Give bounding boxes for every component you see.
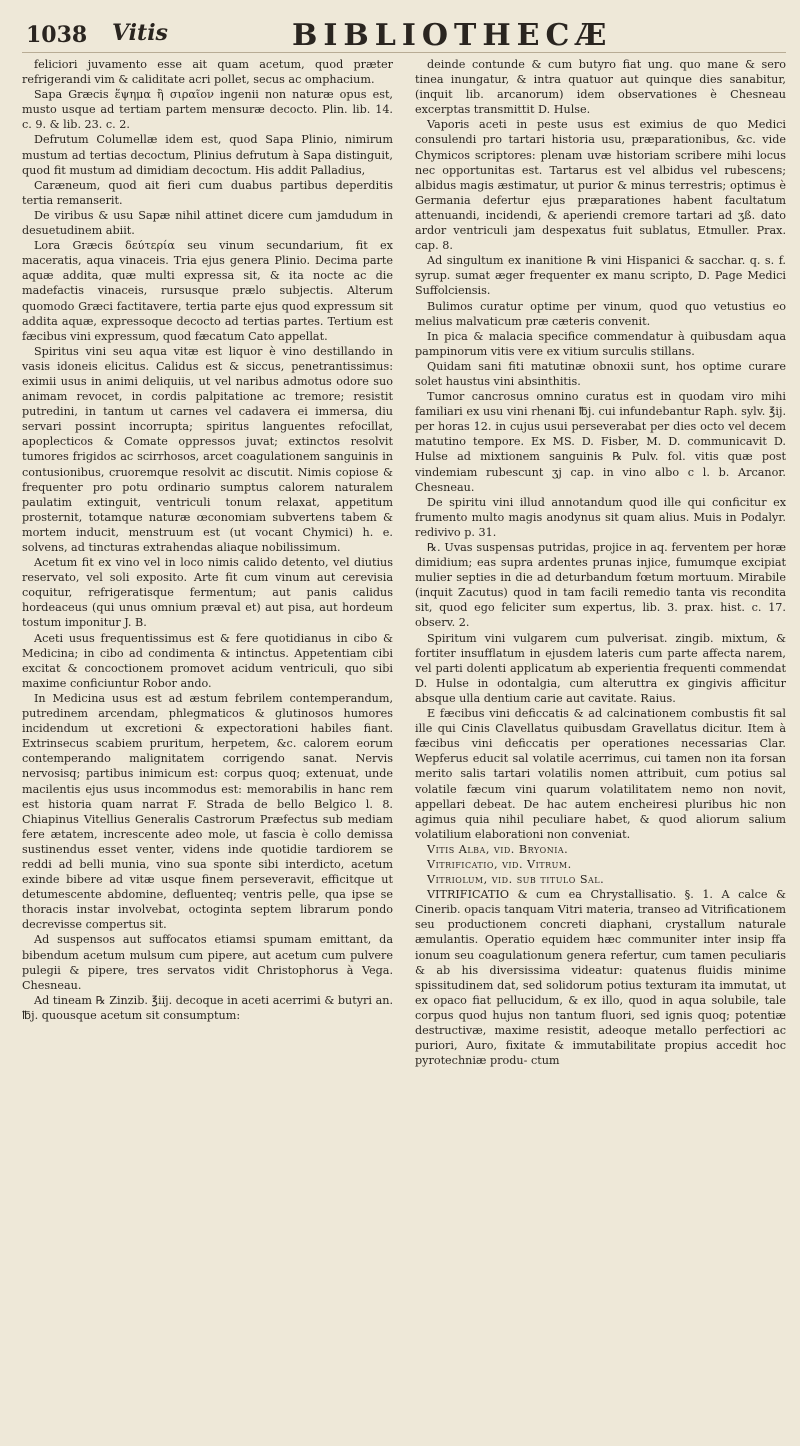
paragraph: VITRIFICATIO & cum ea Chrystallisatio. §. 1. A calce & Cinerib. opacis tanquam Vitri materia, transeo ad Vitrificationem seu productionem concreti diaphani, crystallum naturale æmulantis. Operatio equidem hæc communiter inter insip ffa ionum seu coagulationum genera refertur, cum tamen peculiaris & ab his diversissima videatur: quatenus fluidis minime spissitudinem dat, sed solidorum potius texturam ita immutat, ut ex opaco fiat pellucidum, & ex illo, quod in aqua solubile, tale corpus quod hujus non tantum fluori, sed ignis quoq; potentiæ destructivæ, maxime resistit, adeoque metallo perfectiori ac puriori, Auro, fixitate & immutabilitate propius accedit hoc pyrotechniæ produ- ctum	[415, 888, 786, 1068]
paragraph: Acetum fit ex vino vel in loco nimis calido detento, vel diutius reservato, vel soli exposito. Arte fit cum vinum aut cerevisia coquitur, refrigeratisque fermentum; aut panis calidus hordeaceus (qui unus omnium præval et) aut pisa, aut hordeum tostum imponitur J. B.	[22, 556, 393, 630]
paragraph: Spiritus vini seu aqua vitæ est liquor è vino destillando in vasis idoneis elicitus. Calidus est & siccus, penetrantissimus: eximii usus in animi deliquiis, ut vel naribus admotus odore suo animam revocet, in cordis palpitatione ac tremore; resistit putredini, in tantum ut carnes vel cadavera ei immersa, diu servari possint incorrupta; spiritus languentes refocillat, apoplecticos & Comate oppressos juvat; extinctos resolvit tumores frigidos ac scirrhosos, arcet coagulationem sanguinis in contusionibus, cruoremque resolvit ac discutit. Nimis copiose & frequenter pro potu ordinario sumptus calorem naturalem paulatim extinguit, ventriculi tonum relaxat, appetitum prosternit, totamque naturæ œconomiam subvertens tabem & mortem inducit, menstruum est (ut vocant Chymici) h. e. solvens, ad tincturas extrahendas aliaque nobilissimum.	[22, 344, 393, 554]
page-header	[22, 12, 786, 53]
paragraph: Aceti usus frequentissimus est & fere quotidianus in cibo & Medicina; in cibo ad condimenta & intinctus. Appetentiam cibi excitat & concoctionem promovet acidum ventriculi, quo sibi maxime conficiuntur Robor ando.	[22, 631, 393, 690]
right-column	[415, 57, 786, 1068]
paragraph: ℞. Uvas suspensas putridas, projice in aq. ferventem per horæ dimidium; eas supra ardentes prunas injice, fumumque excipiat mulier septies in die ad deturbandum fœtum mortuum. Mirabile (inquit Zacutus) quod in tam facili remedio tanta vis recondita sit, quod ego feliciter sum expertus, lib. 3. prax. hist. c. 17. observ. 2.	[415, 541, 786, 630]
paragraph: E fæcibus vini deficcatis & ad calcinationem combustis fit sal ille qui Cinis Clavellatus quibusdam Gravellatus dicitur. Item à fæcibus vini deficcatis per operationes necessarias Clar. Wepferus educit sal volatile acerrimus, cui tamen non ita forsan merito salis tartari volatilis nomen attribuit, cum potius sal volatile fæcum vini quarum volatilitatem nemo non novit, appellari debeat. De hac autem encheiresi pluribus hic non agimus quia nihil peculiare habet, & quod aliorum salium volatilium elaborationi non conveniat.	[415, 707, 786, 841]
paragraph: Sapa Græcis ἕψημα ἢ σιραῖον ingenii non naturæ opus est, musto usque ad tertiam partem mensuræ decocto. Plin. lib. 14. c. 9. & lib. 23. c. 2.	[22, 88, 393, 132]
paragraph: Lora Græcis δεύτερία seu vinum secundarium, fit ex maceratis, aqua vinaceis. Tria ejus genera Plinio. Decima parte aquæ addita, quæ multi expressa sit, & ita nocte ac die madefactis vinaceis, rursusque prælo subjectis. Alterum quomodo Græci factitavere, tertia parte ejus quod expressum sit addita aquæ, expressoque decocto ad tertias partes. Tertium est fæcibus vini expressum, quod fæcatum Cato appellat.	[22, 239, 393, 343]
paragraph: Caræneum, quod ait fieri cum duabus partibus deperditis tertia remanserit.	[22, 178, 393, 207]
paragraph: Ad tineam ℞ Zinzib. ℥iij. decoque in aceti acerrimi & butyri an. ℔j. quousque acetum sit consumptum:	[22, 993, 393, 1022]
cross-reference: Vitrificatio, vid. Vitrum.	[427, 857, 572, 871]
paragraph: deinde contunde & cum butyro fiat ung. quo mane & sero tinea inungatur, & intra quatuor aut quinque dies sanabitur, (inquit lib. arcanorum) idem observationes è Chesneau excerptas transmittit D. Hulse.	[415, 58, 786, 117]
header-keyword: Vitis	[112, 20, 168, 46]
paragraph: Quidam sani fiti matutinæ obnoxii sunt, hos optime curare solet haustus vini absinthitis.	[415, 359, 786, 388]
paragraph: Defrutum Columellæ idem est, quod Sapa Plinio, nimirum mustum ad tertias decoctum, Plinius defrutum à Sapa distinguit, quod fit mustum ad dimidiam decoctum. His addit Palladius,	[22, 133, 393, 177]
paragraph: Ad singultum ex inanitione ℞ vini Hispanici & sacchar. q. s. f. syrup. sumat æger frequenter ex manu scripto, D. Page Medici Suffolciensis.	[415, 254, 786, 298]
paragraph: Tumor cancrosus omnino curatus est in quodam viro mihi familiari ex usu vini rhenani ℔j. cui infundebantur Raph. sylv. ℥ij. per horas 12. in cujus usui perseverabat per dies octo vel decem matutino tempore. Ex MS. D. Fisber, M. D. communicavit D. Hulse ad mixtionem sanguinis ℞ Pulv. fol. vitis quæ post vindemiam rubescunt ʒj cap. in vino albo c l. b. Arcanor. Chesneau.	[415, 390, 786, 494]
page-number: 1038	[26, 22, 88, 48]
paragraph: In pica & malacia specifice commendatur à quibusdam aqua pampinorum vitis vere ex vitium surculis stillans.	[415, 329, 786, 358]
two-column-body	[22, 57, 786, 1068]
paragraph: Spiritum vini vulgarem cum pulverisat. zingib. mixtum, & fortiter insufflatum in ejusdem lateris cum parte affecta narem, vel parti dolenti applicatum ab experientia frequenti commendat D. Hulse in odontalgia, cum alteruttra ex gingivis afficitur absque ulla dentium carie aut cavitate. Raius.	[415, 631, 786, 705]
paragraph: Bulimos curatur optime per vinum, quod quo vetustius eo melius malvaticum præ cæteris convenit.	[415, 299, 786, 328]
cross-reference: Vitis Alba, vid. Bryonia.	[427, 842, 569, 856]
paragraph: Vaporis aceti in peste usus est eximius de quo Medici consulendi pro tartari historia usu, præparationibus, &c. vide Chymicos scriptores: plenam uvæ historiam scribere mihi locus nec opportunitas est. Tartarus est vel albidus vel rubescens; albidus magis æstimatur, ut purior & minus terrestris; optimus è Germania defertur ejus præparationes habent facultatum attenuandi, incidendi, & aperiendi cremore tartari ad ʒß. dato ardor ventriculi jam despexatus fuit sublatus, Etmuller. Prax. cap. 8.	[415, 118, 786, 253]
paragraph: De viribus & usu Sapæ nihil attinet dicere cum jamdudum in desuetudinem abiit.	[22, 208, 393, 238]
catchword: ctum	[530, 1054, 560, 1068]
paragraph: Ad suspensos aut suffocatos etiamsi spumam emittant, da bibendum acetum mulsum cum pipere, aut acetum cum pulvere pulegii & pipere, tres servatos vidit Christophorus à Vega. Chesneau.	[22, 933, 393, 992]
paragraph: De spiritu vini illud annotandum quod ille qui conficitur ex frumento multo magis anodynus sit quam alius. Muis in Podalyr. redivivo p. 31.	[415, 495, 786, 539]
paragraph: feliciori juvamento esse ait quam acetum, quod præter refrigerandi vim & caliditate acri pollet, secus ac omphacium.	[22, 58, 393, 87]
paragraph: In Medicina usus est ad æstum febrilem contemperandum, putredinem arcendam, phlegmaticos & glutinosos humores incidendum ut excretioni & expectorationi habiles fiant. Extrinsecus scabiem pruritum, herpetem, &c. calorem eorum contemperando malignitatem corrigendo sanat. Nervis nervosisq; partibus inimicum est: corpus quoq; extenuat, unde macilentis ejus usus incommodus est: memorabilis in hanc rem est historia quam narrat F. Strada de bello Belgico l. 8. Chiapinus Vitellius Generalis Castrorum Præfectus sub mediam fere ætatem, increscente adeo mole, ut fascia è collo demissa sustinendus esset venter, videns inde quotidie tardiorem se reddi ad belli munia, vino sua sponte sibi interdicto, acetum exinde bibere ad vitæ usque finem perseveravit, efficitque ut detumescente abdomine, defluenteq; ventris pelle, qua ipse se thoracis instar involvebat, octoginta septem librarum pondo decrevisse compertus sit.	[22, 691, 393, 932]
running-title: BIBLIOTHECÆ	[292, 18, 613, 53]
left-column	[22, 57, 393, 1068]
cross-reference: Vitriolum, vid. sub titulo Sal.	[427, 873, 605, 887]
